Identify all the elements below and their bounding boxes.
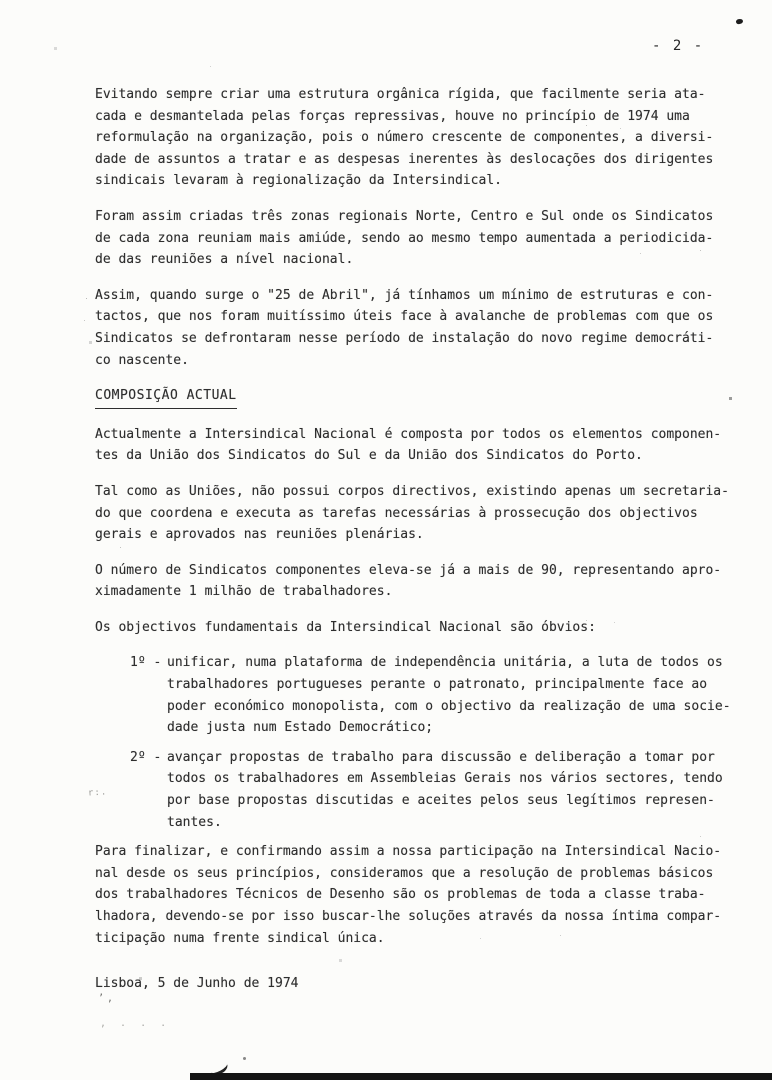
scan-artifact-margin-smudge: r:. [87,787,108,799]
text-line: avançar propostas de trabalho para discussão e deliberação a tomar por [167,749,715,765]
paragraph [95,560,755,603]
paragraph [95,206,755,271]
text-line: co nascente. [95,352,189,368]
text-line: tantes. [167,814,222,830]
list-marker: 2º - [130,749,162,765]
paragraph [95,617,755,639]
text-line: tactos, que nos foram muitíssimo úteis face à avalanche de problemas com que os [95,309,714,325]
text-line: todos os trabalhadores em Assembleias Gerais nos vários sectores, tendo [167,771,723,787]
list-item [95,652,755,738]
text-line: trabalhadores portugueses perante o patronato, principalmente face ao [167,677,708,693]
section-heading-text: COMPOSIÇÃO ACTUAL [95,385,237,409]
text-line: ximadamente 1 milhão de trabalhadores. [95,584,393,600]
scan-artifact-signature-marks: ’, [98,993,117,1004]
text-line: de cada zona reuniam mais amiúde, sendo ao mesmo tempo aumentada a periodicida- [95,230,714,246]
paragraph [95,481,755,546]
document-body [95,84,755,995]
scan-artifact-footer-dots: , . . . [100,1018,171,1029]
text-line: lhadora, devendo-se por isso buscar-lhe soluções através da nossa íntima compar- [95,909,722,924]
paragraph [95,285,755,371]
section-heading [95,385,755,409]
paragraph [95,84,755,192]
text-line: por base propostas discutidas e aceites pelos seus legítimos represen- [167,793,715,809]
text-line: unificar, numa plataforma de independência unitária, a luta de todos os [167,655,723,671]
scan-artifact-speckles [0,0,1,1]
text-line: Foram assim criadas três zonas regionais Norte, Centro e Sul onde os Sindicatos [95,208,714,224]
text-line: Actualmente a Intersindical Nacional é composta por todos os elementos componen- [95,426,722,442]
text-line: de das reuniões a nível nacional. [95,252,354,268]
text-line: gerais e aprovados nas reuniões plenárias. [95,527,424,543]
text-line: do que coordena e executa as tarefas necessárias à prossecução dos objectivos [95,505,698,521]
text-line: Lisboa, 5 de Junho de 1974 [95,976,299,992]
text-line: dade justa num Estado Democrático; [167,720,434,736]
text-line: Sindicatos se defrontaram nesse período de instalação do novo regime democráti- [95,330,714,346]
text-line: reformulação na organização, pois o número crescente de componentes, a diversi- [95,130,714,146]
scan-artifact-dot [243,1057,246,1060]
closing-dateline [95,973,755,995]
text-line: Os objectivos fundamentais da Intersindical Nacional são óbvios: [95,619,596,635]
list-item [95,747,755,833]
list-marker: 1º - [130,655,162,671]
text-line: sindicais levaram à regionalização da Intersindical. [95,173,502,189]
scan-edge-bar [190,1073,772,1080]
text-line: O número de Sindicatos componentes eleva-se já a mais de 90, representando apro- [95,562,722,578]
text-line: nal desde os seus princípios, consideramos que a resolução de problemas básicos [95,865,714,881]
text-line: Evitando sempre criar uma estrutura orgânica rígida, que facilmente seria ata- [95,87,706,102]
text-line: tes da União dos Sindicatos do Sul e da União dos Sindicatos do Porto. [95,448,643,464]
page-number: - 2 - [652,38,705,54]
text-line: ticipação numa frente sindical única. [95,930,385,946]
text-line: cada e desmantelada pelas forças repressivas, houve no princípio de 1974 uma [95,108,690,124]
scan-artifact-corner-dot [736,18,744,24]
paragraph [95,841,755,949]
text-line: dos trabalhadores Técnicos de Desenho são os problemas de toda a classe traba- [95,887,706,903]
paragraph [95,424,755,467]
text-line: dade de assuntos a tratar e as despesas inerentes às deslocações dos dirigentes [95,151,714,167]
text-line: poder económico monopolista, com o objectivo da realização de uma socie- [167,698,731,714]
text-line: Tal como as Uniões, não possui corpos directivos, existindo apenas um secretaria- [95,483,729,499]
text-line: Assim, quando surge o "25 de Abril", já tínhamos um mínimo de estruturas e con- [95,287,714,303]
text-line: Para finalizar, e confirmando assim a nossa participação na Intersindical Nacio- [95,844,722,860]
